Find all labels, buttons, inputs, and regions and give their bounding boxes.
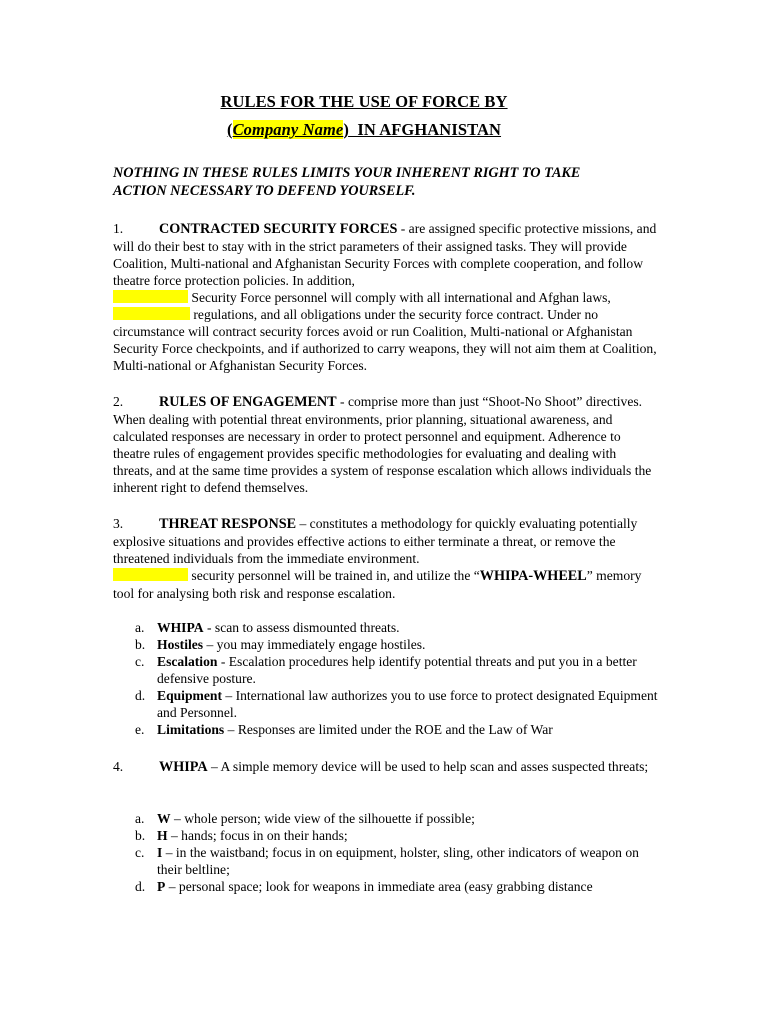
- list-item: [135, 844, 660, 878]
- section-text: regulations, and all obligations under the security force contract. Under no circumstance will contract security forces avoid or run Coalition, Multi-national or Afghanistan Security Force checkpoints, and if authorized to carry weapons, they will not aim them at Coalition, Multi-national or Afghanistan Security Forces.: [113, 307, 657, 373]
- paren-open: (: [226, 120, 233, 139]
- list-term: WHIPA: [157, 620, 204, 635]
- list-item: [135, 827, 660, 844]
- list-term: W: [157, 811, 171, 826]
- list-item: [135, 687, 660, 721]
- section-number: 3.: [113, 516, 124, 531]
- section-text: Security Force personnel will comply with all international and Afghan laws,: [188, 290, 611, 305]
- list-item: [135, 721, 660, 738]
- list-marker: d.: [135, 879, 146, 894]
- list-desc: – personal space; look for weapons in immediate area (easy grabbing distance: [165, 879, 593, 894]
- list-item: [135, 878, 660, 895]
- list-term: Equipment: [157, 688, 222, 703]
- list-marker: d.: [135, 688, 146, 703]
- section-text: - are assigned specific protective missions, and will do their best to stay with in the strict parameters of their assigned tasks. They will provide Coalition, Multi-national and Afghanistan Security Forces with complete cooperation, and follow theatre force protection policies. In addition,: [113, 221, 657, 288]
- blank-field: [113, 568, 188, 581]
- section-number: 2.: [113, 394, 124, 409]
- list-marker: c.: [135, 654, 145, 669]
- section-text: security personnel will be trained in, and utilize the “: [188, 568, 480, 583]
- document-subtitle: [0, 120, 728, 140]
- section-heading: WHIPA: [159, 759, 208, 775]
- list-marker: a.: [135, 811, 145, 826]
- list-marker: c.: [135, 845, 145, 860]
- section-heading: THREAT RESPONSE: [159, 516, 297, 532]
- company-name-placeholder: Company Name: [232, 120, 344, 139]
- list-desc: – Responses are limited under the ROE and the Law of War: [224, 722, 553, 737]
- list-marker: a.: [135, 620, 145, 635]
- list-term: Escalation: [157, 654, 218, 669]
- whipa-wheel-term: WHIPA-WHEEL: [479, 568, 587, 584]
- list-marker: e.: [135, 722, 145, 737]
- list-desc: - scan to assess dismounted threats.: [203, 620, 400, 635]
- threat-response-list: [135, 619, 660, 738]
- section-text: – A simple memory device will be used to help scan and asses suspected threats;: [207, 759, 649, 774]
- section-heading: RULES OF ENGAGEMENT: [159, 394, 337, 410]
- section-text: - comprise more than just “Shoot-No Shoot” directives. When dealing with potential threat environments, prior planning, situational awareness, and calculated responses are necessary in order to protect personnel and equipment. Adherence to theatre rules of engagement provides specific methodologies for evaluating and dealing with threats, and at the same time provides a system of response escalation which allows individuals the inherent right to defend themselves.: [113, 394, 652, 495]
- section-number: 4.: [113, 759, 124, 774]
- list-desc: – in the waistband; focus in on equipment, holster, sling, other indicators of weapon on their beltline;: [157, 845, 639, 877]
- list-term: I: [157, 845, 163, 860]
- section-number: 1.: [113, 221, 124, 236]
- list-desc: – you may immediately engage hostiles.: [203, 637, 426, 652]
- blank-field: [113, 307, 190, 320]
- section-text: – constitutes a methodology for quickly evaluating potentially explosive situations and provides effective actions to either terminate a threat, or remove the threatened individuals from the immediate environment.: [113, 516, 638, 566]
- list-item: [135, 653, 660, 687]
- section-heading: CONTRACTED SECURITY FORCES: [159, 221, 398, 237]
- section-3: [113, 515, 658, 602]
- section-1: [113, 220, 658, 374]
- list-item: [135, 619, 660, 636]
- list-marker: b.: [135, 637, 146, 652]
- document-title: RULES FOR THE USE OF FORCE BY: [220, 92, 508, 111]
- section-text: ” memory tool for analysing both risk and response escalation.: [113, 568, 642, 601]
- list-term: Limitations: [157, 722, 225, 737]
- list-term: H: [157, 828, 168, 843]
- section-2: [113, 393, 658, 496]
- list-item: [135, 810, 660, 827]
- list-term: Hostiles: [157, 637, 204, 652]
- list-item: [135, 636, 660, 653]
- whipa-list: [135, 810, 660, 895]
- list-marker: b.: [135, 828, 146, 843]
- intro-statement: NOTHING IN THESE RULES LIMITS YOUR INHERENT RIGHT TO TAKE ACTION NECESSARY TO DEFEND YOURSELF.: [113, 165, 581, 199]
- list-desc: - Escalation procedures help identify potential threats and put you in a better defensive posture.: [157, 654, 637, 686]
- subtitle-rest: IN AFGHANISTAN: [348, 120, 502, 139]
- list-term: P: [157, 879, 166, 894]
- paren-close: ): [343, 120, 349, 139]
- section-4: [113, 758, 658, 776]
- list-desc: – hands; focus in on their hands;: [167, 828, 348, 843]
- list-desc: – International law authorizes you to use force to protect designated Equipment and Personnel.: [157, 688, 658, 720]
- list-desc: – whole person; wide view of the silhouette if possible;: [170, 811, 475, 826]
- blank-field: [113, 290, 188, 303]
